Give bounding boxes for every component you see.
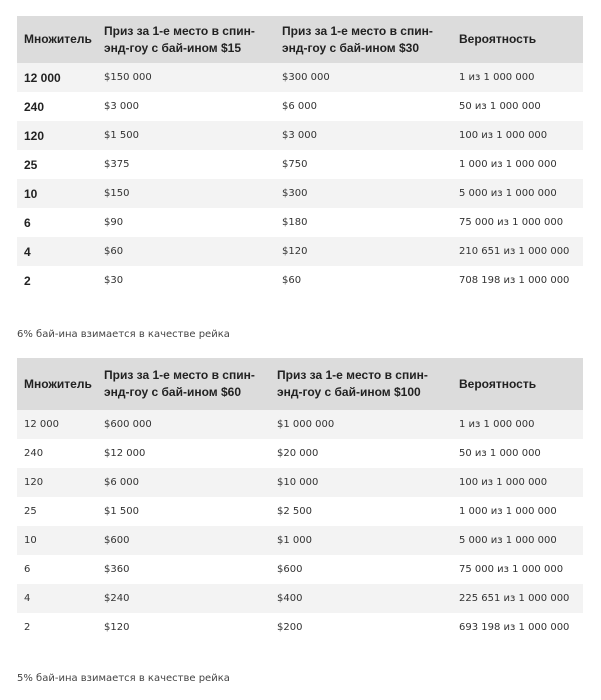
multiplier-cell: 120 — [17, 468, 97, 497]
probability-cell: 100 из 1 000 000 — [452, 121, 583, 150]
multiplier-cell: 10 — [17, 526, 97, 555]
table-row — [17, 121, 583, 150]
table-header-row — [17, 16, 583, 63]
prize-cell: $400 — [270, 584, 452, 613]
header-prize-100: Приз за 1-е место в спин-энд-гоу с бай-ином $100 — [270, 358, 452, 410]
probability-cell: 1 000 из 1 000 000 — [452, 497, 583, 526]
probability-cell: 1 000 из 1 000 000 — [452, 150, 583, 179]
prize-cell: $1 500 — [97, 121, 275, 150]
table-row — [17, 237, 583, 266]
rake-note-6-percent: 6% бай-ина взимается в качестве рейка — [17, 329, 230, 340]
header-multiplier: Множитель — [17, 16, 97, 63]
prize-cell: $3 000 — [97, 92, 275, 121]
table-row — [17, 208, 583, 237]
table-row — [17, 266, 583, 295]
table-header-row — [17, 358, 583, 410]
table-row — [17, 497, 583, 526]
payout-table-60-100 — [17, 358, 583, 642]
header-probability: Вероятность — [452, 16, 583, 63]
header-multiplier: Множитель — [17, 358, 97, 410]
prize-cell: $60 — [97, 237, 275, 266]
table-row — [17, 63, 583, 92]
prize-cell: $90 — [97, 208, 275, 237]
prize-cell: $600 — [270, 555, 452, 584]
multiplier-cell: 12 000 — [17, 410, 97, 439]
header-prize-30: Приз за 1-е место в спин-энд-гоу с бай-ином $30 — [275, 16, 452, 63]
prize-cell: $1 500 — [97, 497, 270, 526]
prize-cell: $6 000 — [97, 468, 270, 497]
prize-cell: $12 000 — [97, 439, 270, 468]
multiplier-cell: 25 — [17, 150, 97, 179]
prize-cell: $20 000 — [270, 439, 452, 468]
probability-cell: 100 из 1 000 000 — [452, 468, 583, 497]
probability-cell: 1 из 1 000 000 — [452, 410, 583, 439]
prize-cell: $3 000 — [275, 121, 452, 150]
probability-cell: 225 651 из 1 000 000 — [452, 584, 583, 613]
multiplier-cell: 4 — [17, 584, 97, 613]
probability-cell: 210 651 из 1 000 000 — [452, 237, 583, 266]
prize-cell: $30 — [97, 266, 275, 295]
table-row — [17, 526, 583, 555]
multiplier-cell: 2 — [17, 613, 97, 642]
prize-cell: $2 500 — [270, 497, 452, 526]
prize-cell: $60 — [275, 266, 452, 295]
header-prize-60: Приз за 1-е место в спин-энд-гоу с бай-ином $60 — [97, 358, 270, 410]
prize-cell: $600 000 — [97, 410, 270, 439]
prize-cell: $6 000 — [275, 92, 452, 121]
probability-cell: 50 из 1 000 000 — [452, 439, 583, 468]
table-row — [17, 410, 583, 439]
probability-cell: 5 000 из 1 000 000 — [452, 179, 583, 208]
prize-cell: $180 — [275, 208, 452, 237]
probability-cell: 708 198 из 1 000 000 — [452, 266, 583, 295]
table-row — [17, 468, 583, 497]
multiplier-cell: 12 000 — [17, 63, 97, 92]
probability-cell: 693 198 из 1 000 000 — [452, 613, 583, 642]
prize-cell: $240 — [97, 584, 270, 613]
multiplier-cell: 10 — [17, 179, 97, 208]
probability-cell: 5 000 из 1 000 000 — [452, 526, 583, 555]
multiplier-cell: 4 — [17, 237, 97, 266]
probability-cell: 75 000 из 1 000 000 — [452, 555, 583, 584]
probability-cell: 75 000 из 1 000 000 — [452, 208, 583, 237]
probability-cell: 50 из 1 000 000 — [452, 92, 583, 121]
multiplier-cell: 2 — [17, 266, 97, 295]
prize-cell: $150 000 — [97, 63, 275, 92]
prize-cell: $300 000 — [275, 63, 452, 92]
prize-cell: $360 — [97, 555, 270, 584]
prize-cell: $750 — [275, 150, 452, 179]
prize-cell: $150 — [97, 179, 275, 208]
multiplier-cell: 240 — [17, 92, 97, 121]
multiplier-cell: 25 — [17, 497, 97, 526]
prize-cell: $1 000 000 — [270, 410, 452, 439]
table-row — [17, 92, 583, 121]
prize-cell: $600 — [97, 526, 270, 555]
table-row — [17, 613, 583, 642]
payout-table-15-30 — [17, 16, 583, 295]
header-probability: Вероятность — [452, 358, 583, 410]
prize-cell: $10 000 — [270, 468, 452, 497]
probability-cell: 1 из 1 000 000 — [452, 63, 583, 92]
prize-cell: $120 — [275, 237, 452, 266]
header-prize-15: Приз за 1-е место в спин-энд-гоу с бай-ином $15 — [97, 16, 275, 63]
prize-cell: $200 — [270, 613, 452, 642]
table-row — [17, 179, 583, 208]
table-row — [17, 584, 583, 613]
rake-note-5-percent: 5% бай-ина взимается в качестве рейка — [17, 673, 230, 684]
table-row — [17, 439, 583, 468]
prize-cell: $300 — [275, 179, 452, 208]
multiplier-cell: 6 — [17, 208, 97, 237]
multiplier-cell: 6 — [17, 555, 97, 584]
multiplier-cell: 240 — [17, 439, 97, 468]
table-row — [17, 555, 583, 584]
multiplier-cell: 120 — [17, 121, 97, 150]
prize-cell: $120 — [97, 613, 270, 642]
table-row — [17, 150, 583, 179]
prize-cell: $1 000 — [270, 526, 452, 555]
prize-cell: $375 — [97, 150, 275, 179]
